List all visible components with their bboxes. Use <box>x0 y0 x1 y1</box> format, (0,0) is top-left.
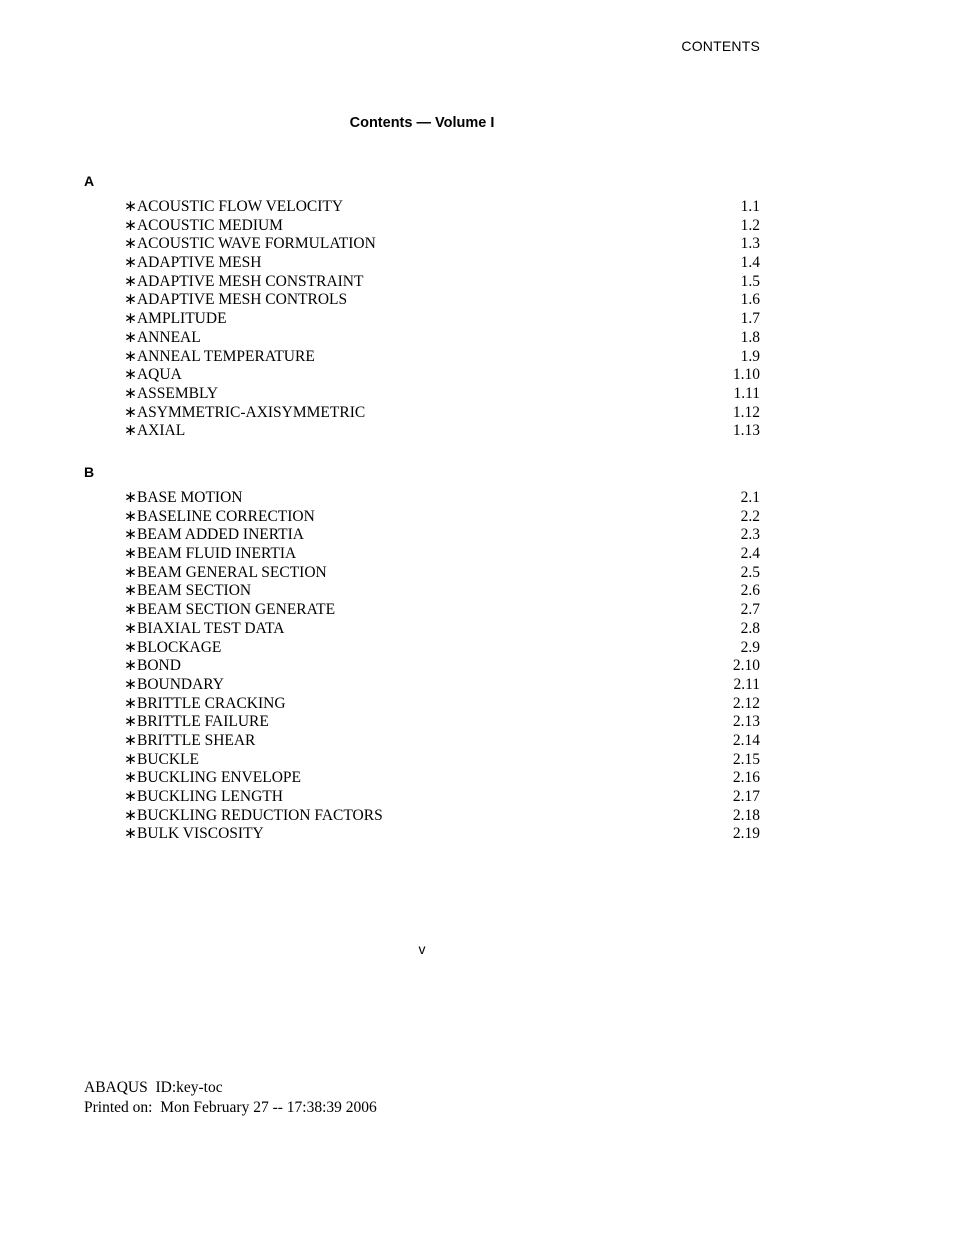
entry-name: ∗ASSEMBLY <box>124 384 219 402</box>
list-item[interactable] <box>124 489 760 508</box>
entry-number: 2.14 <box>732 731 760 749</box>
list-item[interactable] <box>124 235 760 254</box>
entry-name: ∗ACOUSTIC FLOW VELOCITY <box>124 198 344 215</box>
entry-number: 2.6 <box>740 582 760 600</box>
entry-number: 2.1 <box>740 489 760 506</box>
entry-name: ∗ANNEAL TEMPERATURE <box>124 347 315 365</box>
print-footer <box>84 1078 377 1117</box>
list-item[interactable] <box>124 639 760 658</box>
entry-name: ∗AQUA <box>124 366 182 384</box>
list-item[interactable] <box>124 348 760 367</box>
entry-name: ∗BRITTLE FAILURE <box>124 713 269 731</box>
list-item[interactable] <box>124 807 760 826</box>
entry-name: ∗BUCKLE <box>124 750 199 768</box>
entry-number: 1.7 <box>740 310 760 328</box>
entry-number: 2.17 <box>732 788 760 805</box>
list-item[interactable] <box>124 366 760 385</box>
entry-number: 1.12 <box>732 403 760 421</box>
list-item[interactable] <box>124 564 760 583</box>
entry-name: ∗BEAM SECTION GENERATE <box>124 601 336 619</box>
entry-number: 1.6 <box>740 291 760 309</box>
entry-number: 2.19 <box>732 825 760 843</box>
list-item[interactable] <box>124 273 760 292</box>
entry-number: 1.2 <box>740 216 760 234</box>
entry-number: 2.3 <box>740 526 760 544</box>
entry-name: ∗BEAM SECTION <box>124 582 252 600</box>
entry-list-b <box>124 489 760 844</box>
list-item[interactable] <box>124 526 760 545</box>
entry-name: ∗BOUNDARY <box>124 675 224 693</box>
list-item[interactable] <box>124 508 760 527</box>
entry-number: 2.15 <box>732 750 760 768</box>
entry-name: ∗BULK VISCOSITY <box>124 825 264 843</box>
entry-name: ∗ADAPTIVE MESH CONSTRAINT <box>124 272 364 290</box>
list-item[interactable] <box>124 404 760 423</box>
list-item[interactable] <box>124 422 760 441</box>
entry-number: 2.8 <box>740 619 760 637</box>
page-number: v <box>418 941 426 957</box>
list-item[interactable] <box>124 310 760 329</box>
entry-name: ∗ASYMMETRIC-AXISYMMETRIC <box>124 403 366 421</box>
entry-name: ∗ACOUSTIC WAVE FORMULATION <box>124 235 376 253</box>
list-item[interactable] <box>124 329 760 348</box>
entry-number: 1.11 <box>733 384 760 402</box>
list-item[interactable] <box>124 582 760 601</box>
entry-name: ∗BEAM FLUID INERTIA <box>124 545 297 563</box>
entry-number: 2.10 <box>732 657 760 675</box>
list-item[interactable] <box>124 601 760 620</box>
entry-name: ∗ACOUSTIC MEDIUM <box>124 216 283 234</box>
list-item[interactable] <box>124 713 760 732</box>
entry-name: ∗ADAPTIVE MESH CONTROLS <box>124 291 348 309</box>
entry-name: ∗BEAM GENERAL SECTION <box>124 563 327 581</box>
entry-name: ∗BASE MOTION <box>124 489 243 506</box>
entry-number: 1.13 <box>732 422 760 440</box>
list-item[interactable] <box>124 751 760 770</box>
entry-number: 2.7 <box>740 601 760 619</box>
list-item[interactable] <box>124 254 760 273</box>
list-item[interactable] <box>124 732 760 751</box>
list-item[interactable] <box>124 657 760 676</box>
entry-name: ∗BLOCKAGE <box>124 638 222 656</box>
entry-name: ∗ADAPTIVE MESH <box>124 254 262 272</box>
footer-printed-line: Printed on: Mon February 27 -- 17:38:39 2006 <box>84 1098 377 1116</box>
entry-number: 2.11 <box>733 675 760 693</box>
entry-name: ∗BRITTLE SHEAR <box>124 731 256 749</box>
entry-number: 2.12 <box>732 694 760 712</box>
entry-name: ∗BIAXIAL TEST DATA <box>124 619 285 637</box>
list-item[interactable] <box>124 825 760 844</box>
entry-name: ∗BUCKLING ENVELOPE <box>124 769 302 787</box>
entry-number: 1.10 <box>732 366 760 384</box>
list-item[interactable] <box>124 788 760 807</box>
entry-name: ∗AXIAL <box>124 422 186 440</box>
entry-number: 1.5 <box>740 272 760 290</box>
list-item[interactable] <box>124 620 760 639</box>
entry-number: 2.16 <box>732 769 760 787</box>
entry-name: ∗BEAM ADDED INERTIA <box>124 526 304 544</box>
entry-number: 2.9 <box>740 638 760 656</box>
entry-name: ∗BRITTLE CRACKING <box>124 694 286 712</box>
section-letter-b: B <box>84 464 95 480</box>
running-head: CONTENTS <box>681 38 760 54</box>
entry-number: 1.3 <box>740 235 760 253</box>
list-item[interactable] <box>124 385 760 404</box>
entry-name: ∗BOND <box>124 657 181 675</box>
entry-number: 2.13 <box>732 713 760 731</box>
list-item[interactable] <box>124 198 760 217</box>
entry-name: ∗BUCKLING REDUCTION FACTORS <box>124 806 383 824</box>
list-item[interactable] <box>124 676 760 695</box>
entry-name: ∗BUCKLING LENGTH <box>124 788 283 805</box>
list-item[interactable] <box>124 545 760 564</box>
entry-name: ∗AMPLITUDE <box>124 310 227 328</box>
entry-number: 2.4 <box>740 545 760 563</box>
entry-number: 1.4 <box>740 254 760 272</box>
entry-name: ∗BASELINE CORRECTION <box>124 507 315 525</box>
entry-number: 1.9 <box>740 347 760 365</box>
entry-name: ∗ANNEAL <box>124 328 201 346</box>
footer-id-line: ABAQUS ID:key-toc <box>84 1079 223 1096</box>
page-title: Contents — Volume I <box>349 115 495 131</box>
entry-number: 2.5 <box>740 563 760 581</box>
entry-list-a <box>124 198 760 441</box>
entry-number: 1.8 <box>740 328 760 346</box>
entry-number: 1.1 <box>740 198 760 215</box>
list-item[interactable] <box>124 217 760 236</box>
entry-number: 2.18 <box>732 806 760 824</box>
list-item[interactable] <box>124 769 760 788</box>
section-letter-a: A <box>84 173 95 189</box>
entry-number: 2.2 <box>740 507 760 525</box>
list-item[interactable] <box>124 291 760 310</box>
list-item[interactable] <box>124 695 760 714</box>
